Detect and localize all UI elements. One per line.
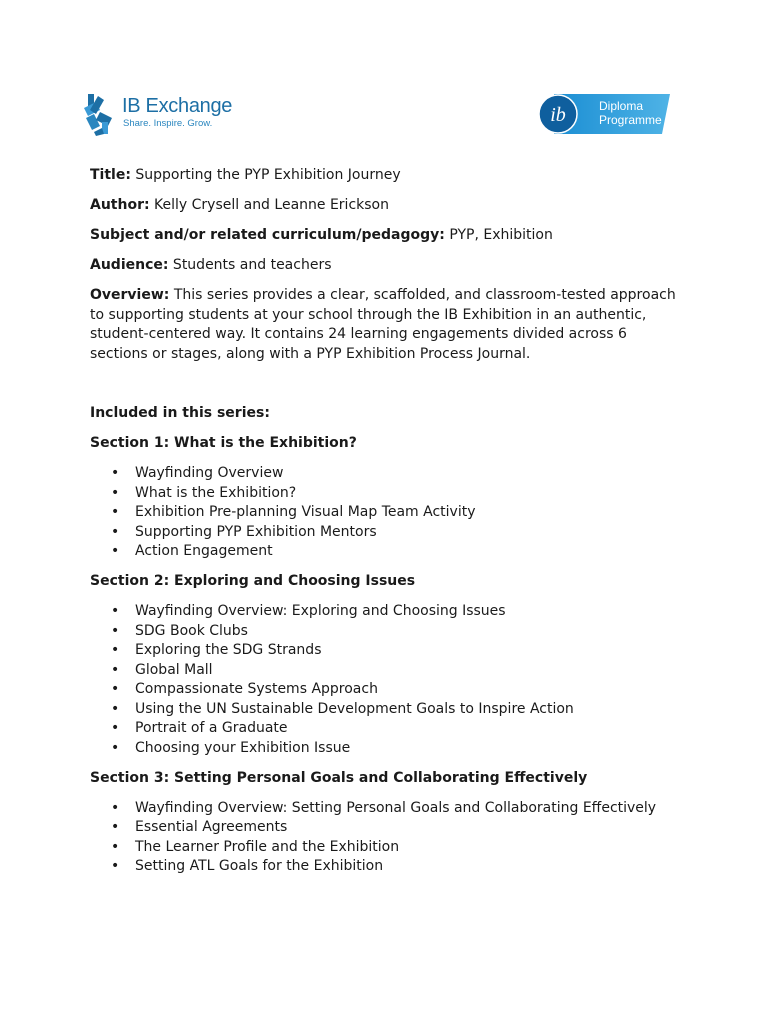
section-1-list — [90, 464, 680, 562]
ib-exchange-tagline: Share. Inspire. Grow. — [123, 118, 213, 129]
meta-label: Subject and/or related curriculum/pedagogy: — [90, 227, 445, 243]
meta-value: Students and teachers — [168, 257, 332, 273]
section-3-title: Section 3: Setting Personal Goals and Collaborating Effectively — [90, 769, 588, 786]
list-item: • Wayfinding Overview: Exploring and Choosing Issues — [90, 602, 680, 622]
list-item: • Portrait of a Graduate — [90, 719, 680, 739]
document-body — [90, 166, 680, 887]
ib-exchange-mark-icon — [82, 92, 116, 136]
section-2-title: Section 2: Exploring and Choosing Issues — [90, 573, 416, 589]
list-item: • The Learner Profile and the Exhibition — [90, 838, 680, 858]
list-item: • Wayfinding Overview — [90, 464, 680, 484]
meta-label: Audience: — [90, 257, 169, 273]
programme-label: Programme — [599, 113, 662, 127]
list-item: • Exploring the SDG Strands — [90, 641, 680, 661]
meta-title — [90, 166, 680, 186]
list-item: • Choosing your Exhibition Issue — [90, 739, 680, 759]
meta-audience — [90, 256, 680, 276]
meta-subject — [90, 226, 680, 246]
meta-label: Author: — [90, 197, 150, 213]
section-1-title: Section 1: What is the Exhibition? — [90, 435, 357, 451]
section-2-list — [90, 602, 680, 758]
list-item: • Global Mall — [90, 661, 680, 681]
meta-author — [90, 196, 680, 216]
list-item: • Wayfinding Overview: Setting Personal Goals and Collaborating Effectively — [90, 799, 680, 819]
section-3-list — [90, 799, 680, 877]
diploma-programme-logo — [536, 94, 670, 134]
list-item: • Essential Agreements — [90, 818, 680, 838]
list-item: • Setting ATL Goals for the Exhibition — [90, 857, 680, 877]
included-heading: Included in this series: — [90, 405, 270, 421]
meta-value: Kelly Crysell and Leanne Erickson — [149, 197, 389, 213]
ib-exchange-title: IB Exchange — [122, 95, 233, 117]
list-item: • What is the Exhibition? — [90, 484, 680, 504]
list-item: • Exhibition Pre-planning Visual Map Team Activity — [90, 503, 680, 523]
overview-text: This series provides a clear, scaffolded, and classroom-tested approach to supporting students at your school through the IB Exhibition in an authentic, student-centered way. It contains 24 learning engagements divided across 6 sections or stages, along with a PYP Exhibition Process Journal. — [90, 287, 676, 362]
list-item: • Supporting PYP Exhibition Mentors — [90, 523, 680, 543]
meta-value: Supporting the PYP Exhibition Journey — [130, 167, 401, 183]
ib-mark-text: ib — [550, 104, 566, 126]
ib-circle-icon — [538, 94, 578, 134]
list-item: • SDG Book Clubs — [90, 622, 680, 642]
list-item: • Compassionate Systems Approach — [90, 680, 680, 700]
meta-label: Title: — [90, 167, 131, 183]
overview-label: Overview: — [90, 287, 170, 303]
document-header — [0, 0, 768, 150]
ib-exchange-logo — [82, 92, 233, 136]
list-item: • Using the UN Sustainable Development Goals to Inspire Action — [90, 700, 680, 720]
overview-paragraph — [90, 286, 680, 364]
meta-value: PYP, Exhibition — [444, 227, 553, 243]
list-item: • Action Engagement — [90, 542, 680, 562]
diploma-label: Diploma — [599, 99, 644, 113]
